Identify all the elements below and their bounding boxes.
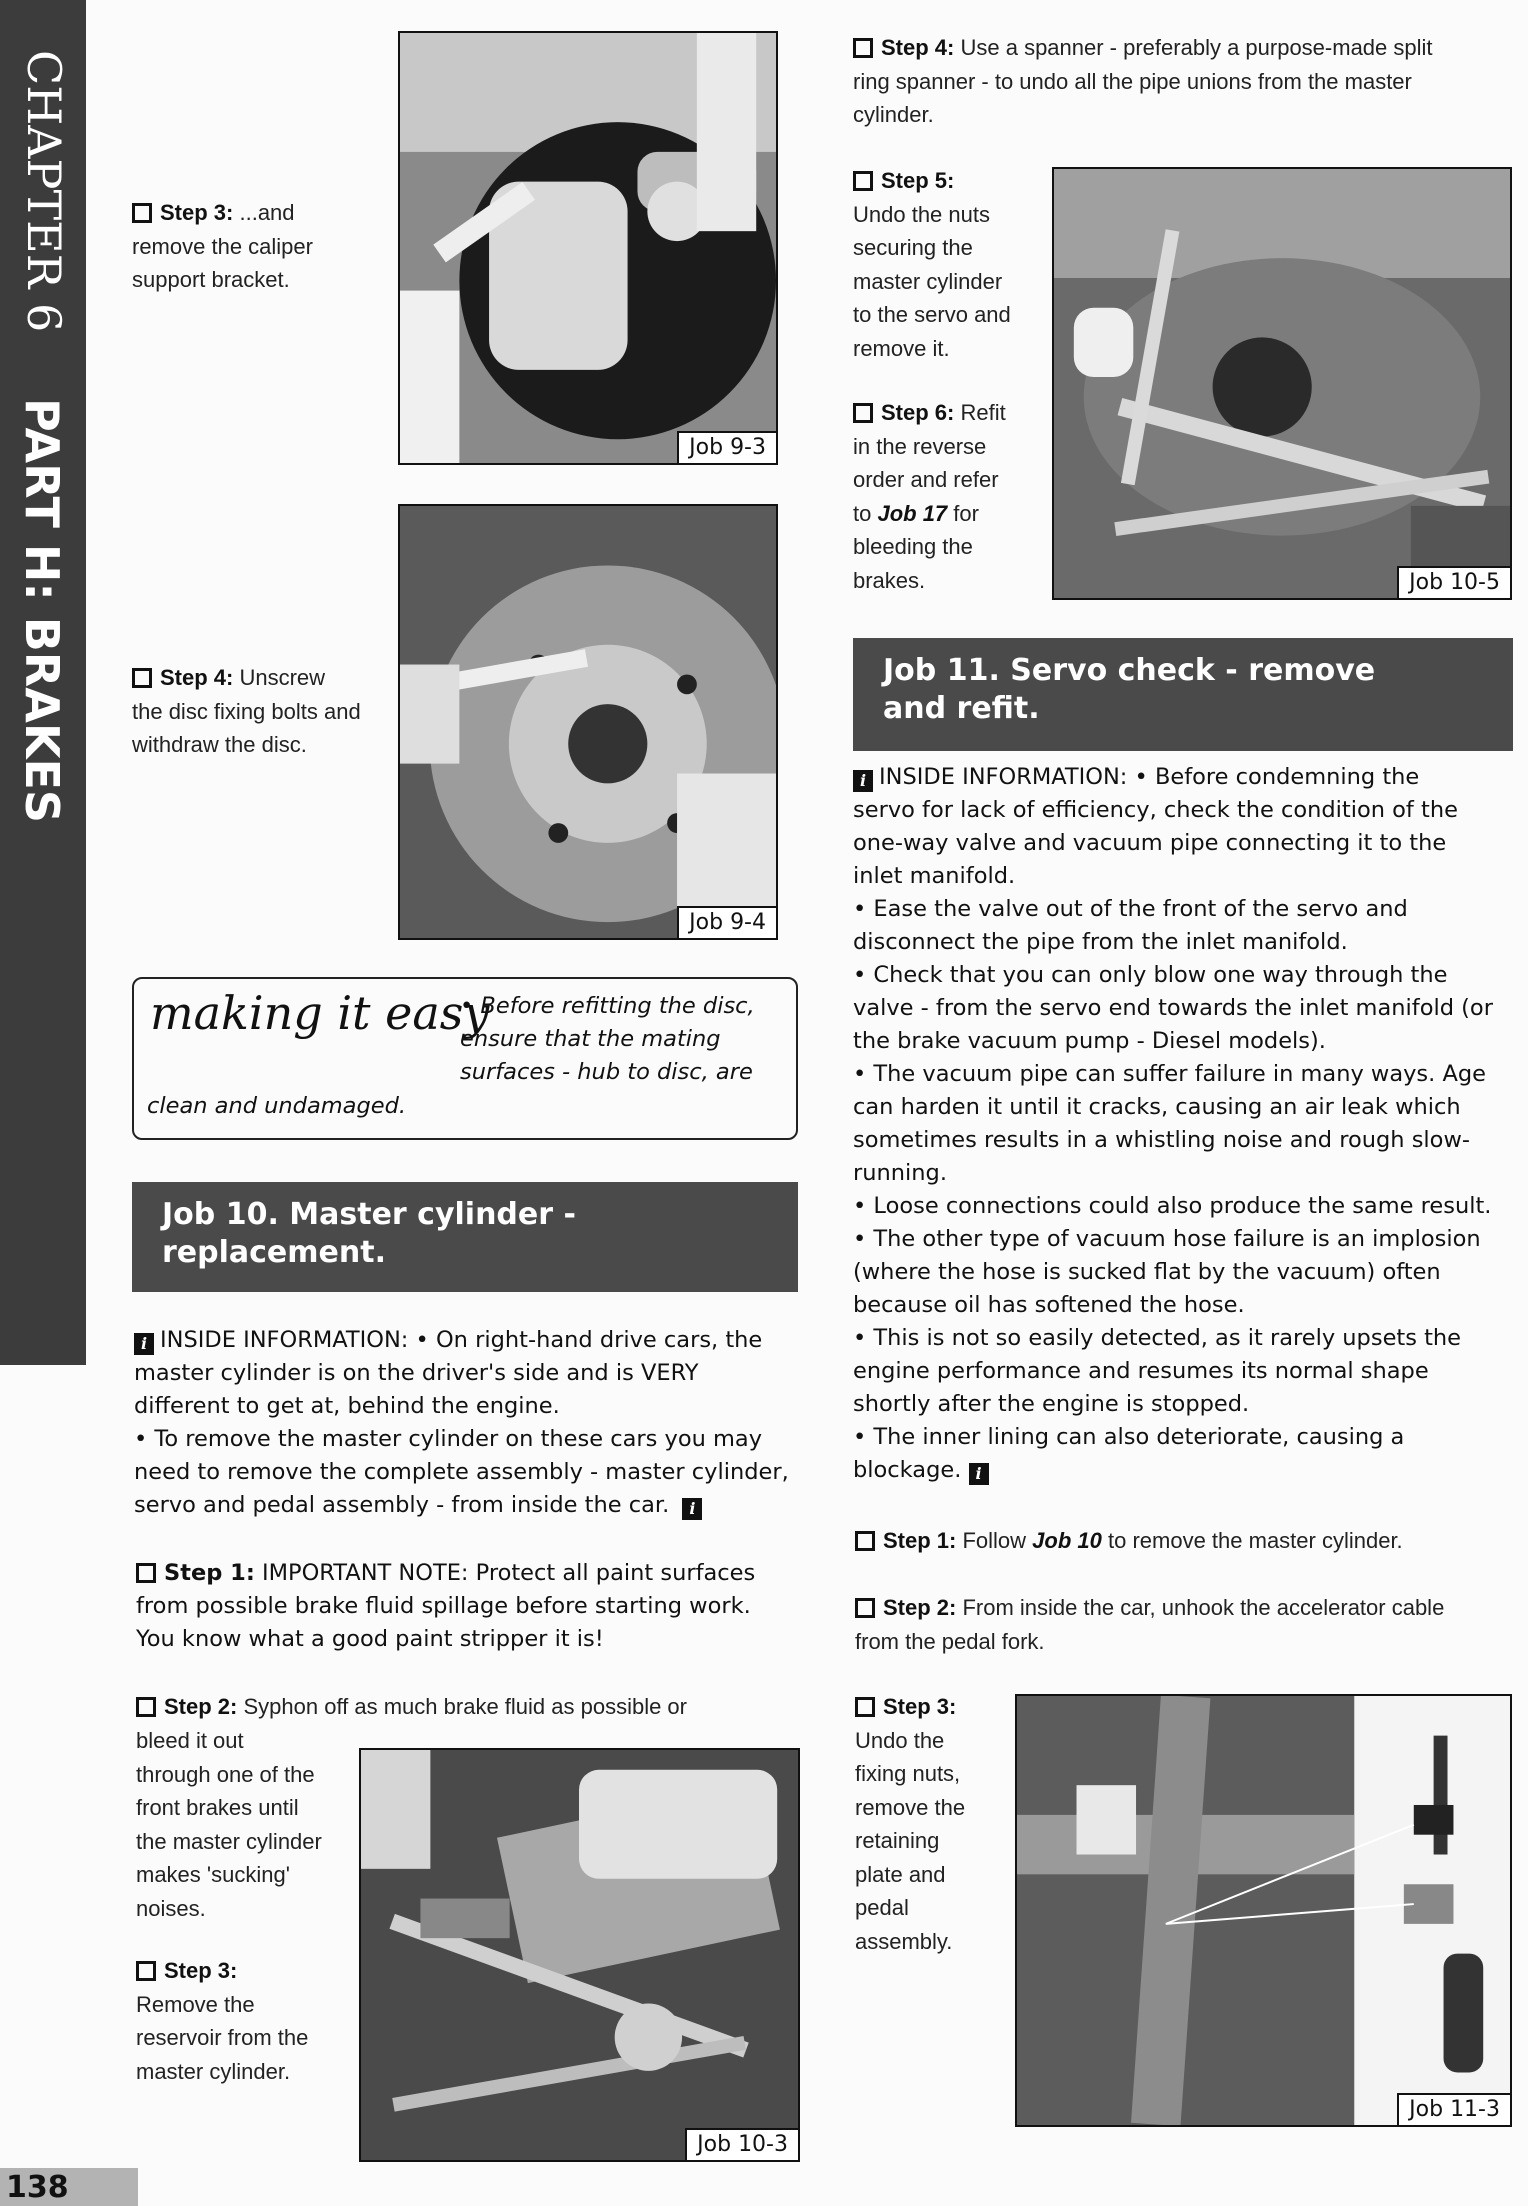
photo-job-10-5 (1052, 167, 1512, 600)
job-10-step-3: Step 3: Remove the reservoir from the master cylinder. (136, 1958, 309, 2084)
job-10-step-4: Step 4: Use a spanner - preferably a purpose-made split ring spanner - to undo all the pipe unions from the master cylinder. (853, 35, 1433, 127)
making-it-easy-logo: making it easy (150, 986, 490, 1040)
job-10-step-6: Step 6: Refit in the reverse order and refer to Job 17 for bleeding the brakes. (853, 400, 1006, 593)
checkbox-icon (855, 1697, 875, 1717)
sidebar-part: PART H: BRAKES (15, 398, 69, 824)
checkbox-icon (132, 668, 152, 688)
job-10-step-5: Step 5: Undo the nuts securing the master cylinder to the servo and remove it. (853, 168, 1011, 361)
photo-job-9-4 (398, 504, 778, 940)
info-icon: i (682, 1498, 702, 1520)
caption-job-10-5: Job 10-5 (1397, 566, 1512, 600)
checkbox-icon (855, 1598, 875, 1618)
caption-job-9-3: Job 9-3 (677, 431, 778, 465)
job-10-step-2: Step 2: Syphon off as much brake fluid as possible or (136, 1690, 816, 1724)
checkbox-icon (853, 38, 873, 58)
checkbox-icon (855, 1531, 875, 1551)
sidebar-text (0, 0, 86, 1365)
checkbox-icon (136, 1697, 156, 1717)
checkbox-icon (132, 203, 152, 223)
step-3-caliper: Step 3: ...and remove the caliper support bracket. (132, 200, 313, 292)
job-11-inside-info: i INSIDE INFORMATION: • Before condemning the servo for lack of efficiency, check the condition of the one-way valve and vacuum pipe connecting it to the inlet manifold. • Ease the valve out of the front of the servo and disconnect the pipe from the inlet manifold. • Check that you can only blow one way through the valve - from the servo end towards the inlet manifold (or the brake vacuum pump - Diesel models). • The vacuum pipe can suffer failure in many ways. Age can harden it until it cracks, causing an air leak which sometimes results in a whistling noise and rough slow- running. • Loose connections could also produce the same result. • The other type of vacuum hose failure is an implosion (where the hose is sucked flat by the vacuum) often because oil has softened the hose. • This is not so easily detected, as it rarely upsets the engine performance and resumes its normal shape shortly after the engine is stopped. • The inner lining can also deteriorate, causing a blockage. i (853, 764, 1493, 1483)
tip-text: • Before refitting the disc, ensure that the mating surfaces - hub to disc, are (460, 993, 755, 1085)
checkbox-icon (853, 403, 873, 423)
job-11-step-3: Step 3: Undo the fixing nuts, remove the retaining plate and pedal assembly. (855, 1694, 966, 1954)
info-icon: i (134, 1333, 154, 1355)
caption-job-10-3: Job 10-3 (685, 2128, 800, 2162)
job-10-inside-info: i INSIDE INFORMATION: • On right-hand drive cars, the master cylinder is on the driver's side and is VERY different to get at, behind the engine. • To remove the master cylinder on these cars you may need to remove the complete assembly - master cylinder, servo and pedal assembly - from inside the car. i (134, 1327, 789, 1518)
checkbox-icon (136, 1563, 156, 1583)
info-icon: i (853, 770, 873, 792)
job-10-heading: Job 10. Master cylinder - replacement. (132, 1182, 798, 1292)
job-11-step-1: Step 1: Follow Job 10 to remove the master cylinder. (855, 1524, 1525, 1558)
step-4-disc: Step 4: Unscrew the disc fixing bolts and withdraw the disc. (132, 665, 361, 757)
checkbox-icon (853, 171, 873, 191)
caption-job-9-4: Job 9-4 (677, 906, 778, 940)
info-icon: i (969, 1463, 989, 1485)
photo-job-9-3 (398, 31, 778, 465)
page-number: 138 (6, 2170, 69, 2205)
checkbox-icon (136, 1961, 156, 1981)
job-11-heading: Job 11. Servo check - remove and refit. (853, 638, 1513, 751)
tip-text-last: clean and undamaged. (147, 1093, 407, 1119)
job-11-step-2: Step 2: From inside the car, unhook the accelerator cable from the pedal fork. (855, 1595, 1445, 1654)
photo-job-10-3 (359, 1748, 800, 2162)
job-10-step-2-cont: bleed it out through one of the front brakes until the master cylinder makes 'sucking' noises. (136, 1728, 322, 1921)
sidebar-chapter: CHAPTER 6 (17, 50, 71, 333)
photo-job-11-3 (1015, 1694, 1512, 2127)
job-10-step-1: Step 1: IMPORTANT NOTE: Protect all paint surfaces from possible brake fluid spillage before starting work. You know what a good paint stripper it is! (136, 1560, 756, 1652)
caption-job-11-3: Job 11-3 (1397, 2093, 1512, 2127)
